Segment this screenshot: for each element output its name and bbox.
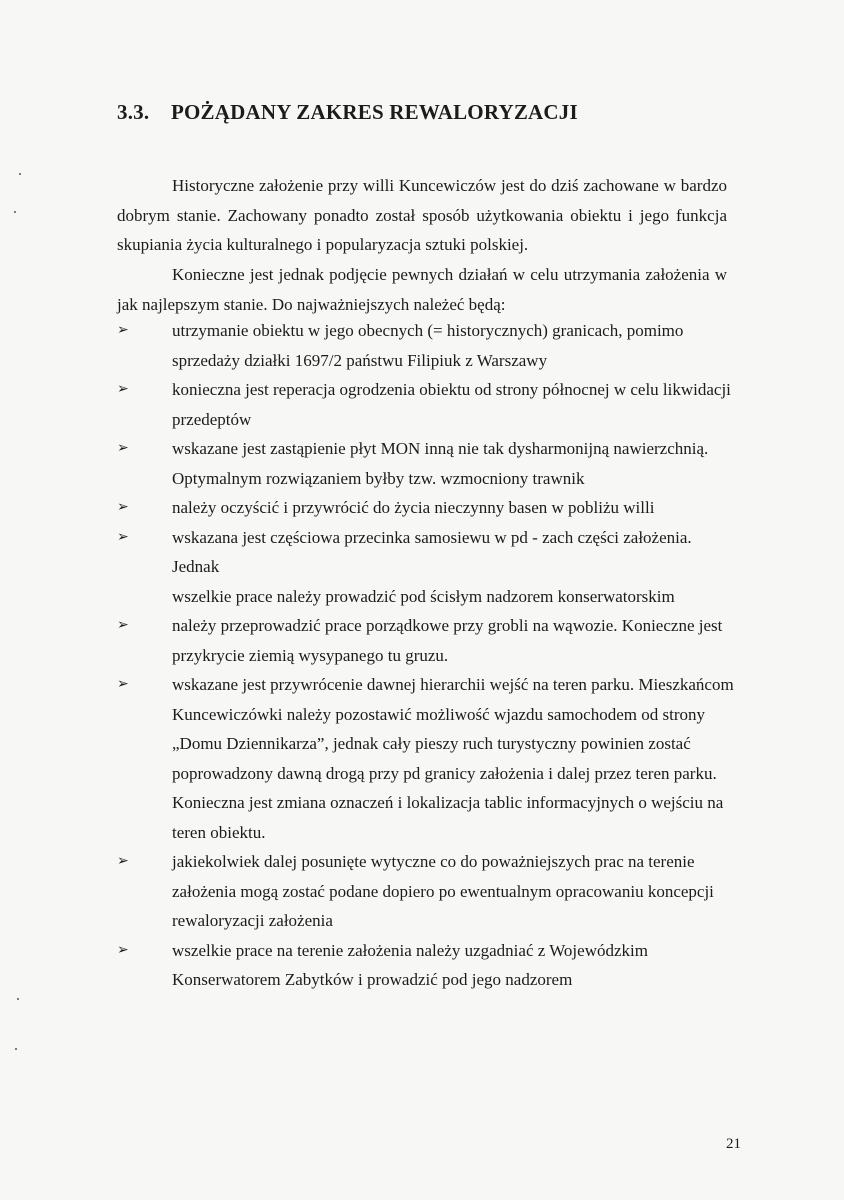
list-item [117, 847, 737, 936]
arrow-bullet-icon: ➢ [117, 941, 129, 958]
intro-paragraph: Konieczne jest jednak podjęcie pewnych działań w celu utrzymania założenia w jak najlepszym stanie. Do najważniejszych należeć będą: [117, 265, 727, 314]
list-item-line: teren obiektu. [172, 822, 266, 842]
arrow-bullet-icon: ➢ [117, 499, 129, 515]
list-item-line: wszelkie prace na terenie założenia należy uzgadniać z Wojewódzkim [172, 940, 648, 960]
list-item-line: poprowadzony dawną drogą przy pd granicy założenia i dalej przez teren parku. [172, 763, 717, 783]
list-item-line: sprzedaży działki 1697/2 państwu Filipiuk z Warszawy [172, 350, 548, 370]
section-number: 3.3. [117, 100, 150, 124]
list-item-line: przedeptów [172, 409, 252, 429]
list-item-line: należy oczyścić i przywrócić do życia nieczynny basen w pobliżu willi [172, 498, 655, 517]
list-item-line: rewaloryzacji założenia [172, 911, 333, 930]
list-item-line: utrzymanie obiektu w jego obecnych (= historycznych) granicach, pomimo [172, 321, 684, 340]
list-item [117, 434, 737, 493]
arrow-bullet-icon: ➢ [117, 440, 129, 456]
list-item-line: „Domu Dziennikarza”, jednak cały pieszy ruch turystyczny powinien zostać [172, 734, 691, 753]
list-item [117, 670, 737, 847]
scan-speck [15, 1048, 17, 1050]
list-item-line: wskazane jest zastąpienie płyt MON inną nie tak dysharmonijną nawierzchnią. [172, 439, 709, 458]
list-item [117, 611, 737, 670]
arrow-bullet-icon: ➢ [117, 528, 129, 545]
list-item-line: wskazana jest częściowa przecinka samosiewu w pd - zach części założenia. Jednak [172, 527, 692, 576]
scan-speck [17, 998, 19, 1000]
list-item [117, 375, 737, 434]
list-item-line: założenia mogą zostać podane dopiero po ewentualnym opracowaniu koncepcji [172, 881, 714, 901]
list-item-line: przykrycie ziemią wysypanego tu gruzu. [172, 645, 449, 665]
list-item-line: wszelkie prace należy prowadzić pod ścisłym nadzorem konserwatorskim [172, 586, 675, 606]
list-item-line: wskazane jest przywrócenie dawnej hierarchii wejść na teren parku. Mieszkańcom [172, 675, 734, 694]
arrow-bullet-icon: ➢ [117, 853, 129, 869]
page-number: 21 [726, 1136, 741, 1152]
list-item [117, 523, 737, 612]
list-item [117, 316, 737, 375]
list-item-line: należy przeprowadzić prace porządkowe przy grobli na wąwozie. Konieczne jest [172, 616, 723, 635]
section-title: POŻĄDANY ZAKRES REWALORYZACJI [171, 100, 578, 124]
arrow-bullet-icon: ➢ [117, 676, 129, 692]
list-item-line: konieczna jest reperacja ogrodzenia obiektu od strony północnej w celu likwidacji [172, 380, 731, 399]
arrow-bullet-icon: ➢ [117, 322, 129, 338]
arrow-bullet-icon: ➢ [117, 617, 129, 633]
scan-speck [14, 211, 16, 213]
section-heading [117, 100, 578, 125]
list-item [117, 936, 737, 995]
list-item-line: Kuncewiczówki należy pozostawić możliwość wjazdu samochodem od strony [172, 704, 705, 724]
scan-speck [19, 173, 21, 175]
intro-paragraph: Historyczne założenie przy willi Kuncewiczów jest do dziś zachowane w bardzo dobrym stanie. Zachowany ponadto został sposób użytkowania obiektu i jego funkcja skupiania życia kulturalnego i popularyzacja sztuki polskiej. [117, 176, 727, 254]
list-item-line: Konserwatorem Zabytków i prowadzić pod jego nadzorem [172, 970, 573, 989]
list-item-line: jakiekolwiek dalej posunięte wytyczne co do poważniejszych prac na terenie [172, 852, 695, 871]
arrow-bullet-icon: ➢ [117, 381, 129, 397]
list-item [117, 493, 737, 523]
list-item-line: Optymalnym rozwiązaniem byłby tzw. wzmocniony trawnik [172, 468, 585, 488]
recommendations-list [117, 316, 737, 995]
list-item-line: Konieczna jest zmiana oznaczeń i lokalizacja tablic informacyjnych o wejściu na [172, 793, 724, 812]
